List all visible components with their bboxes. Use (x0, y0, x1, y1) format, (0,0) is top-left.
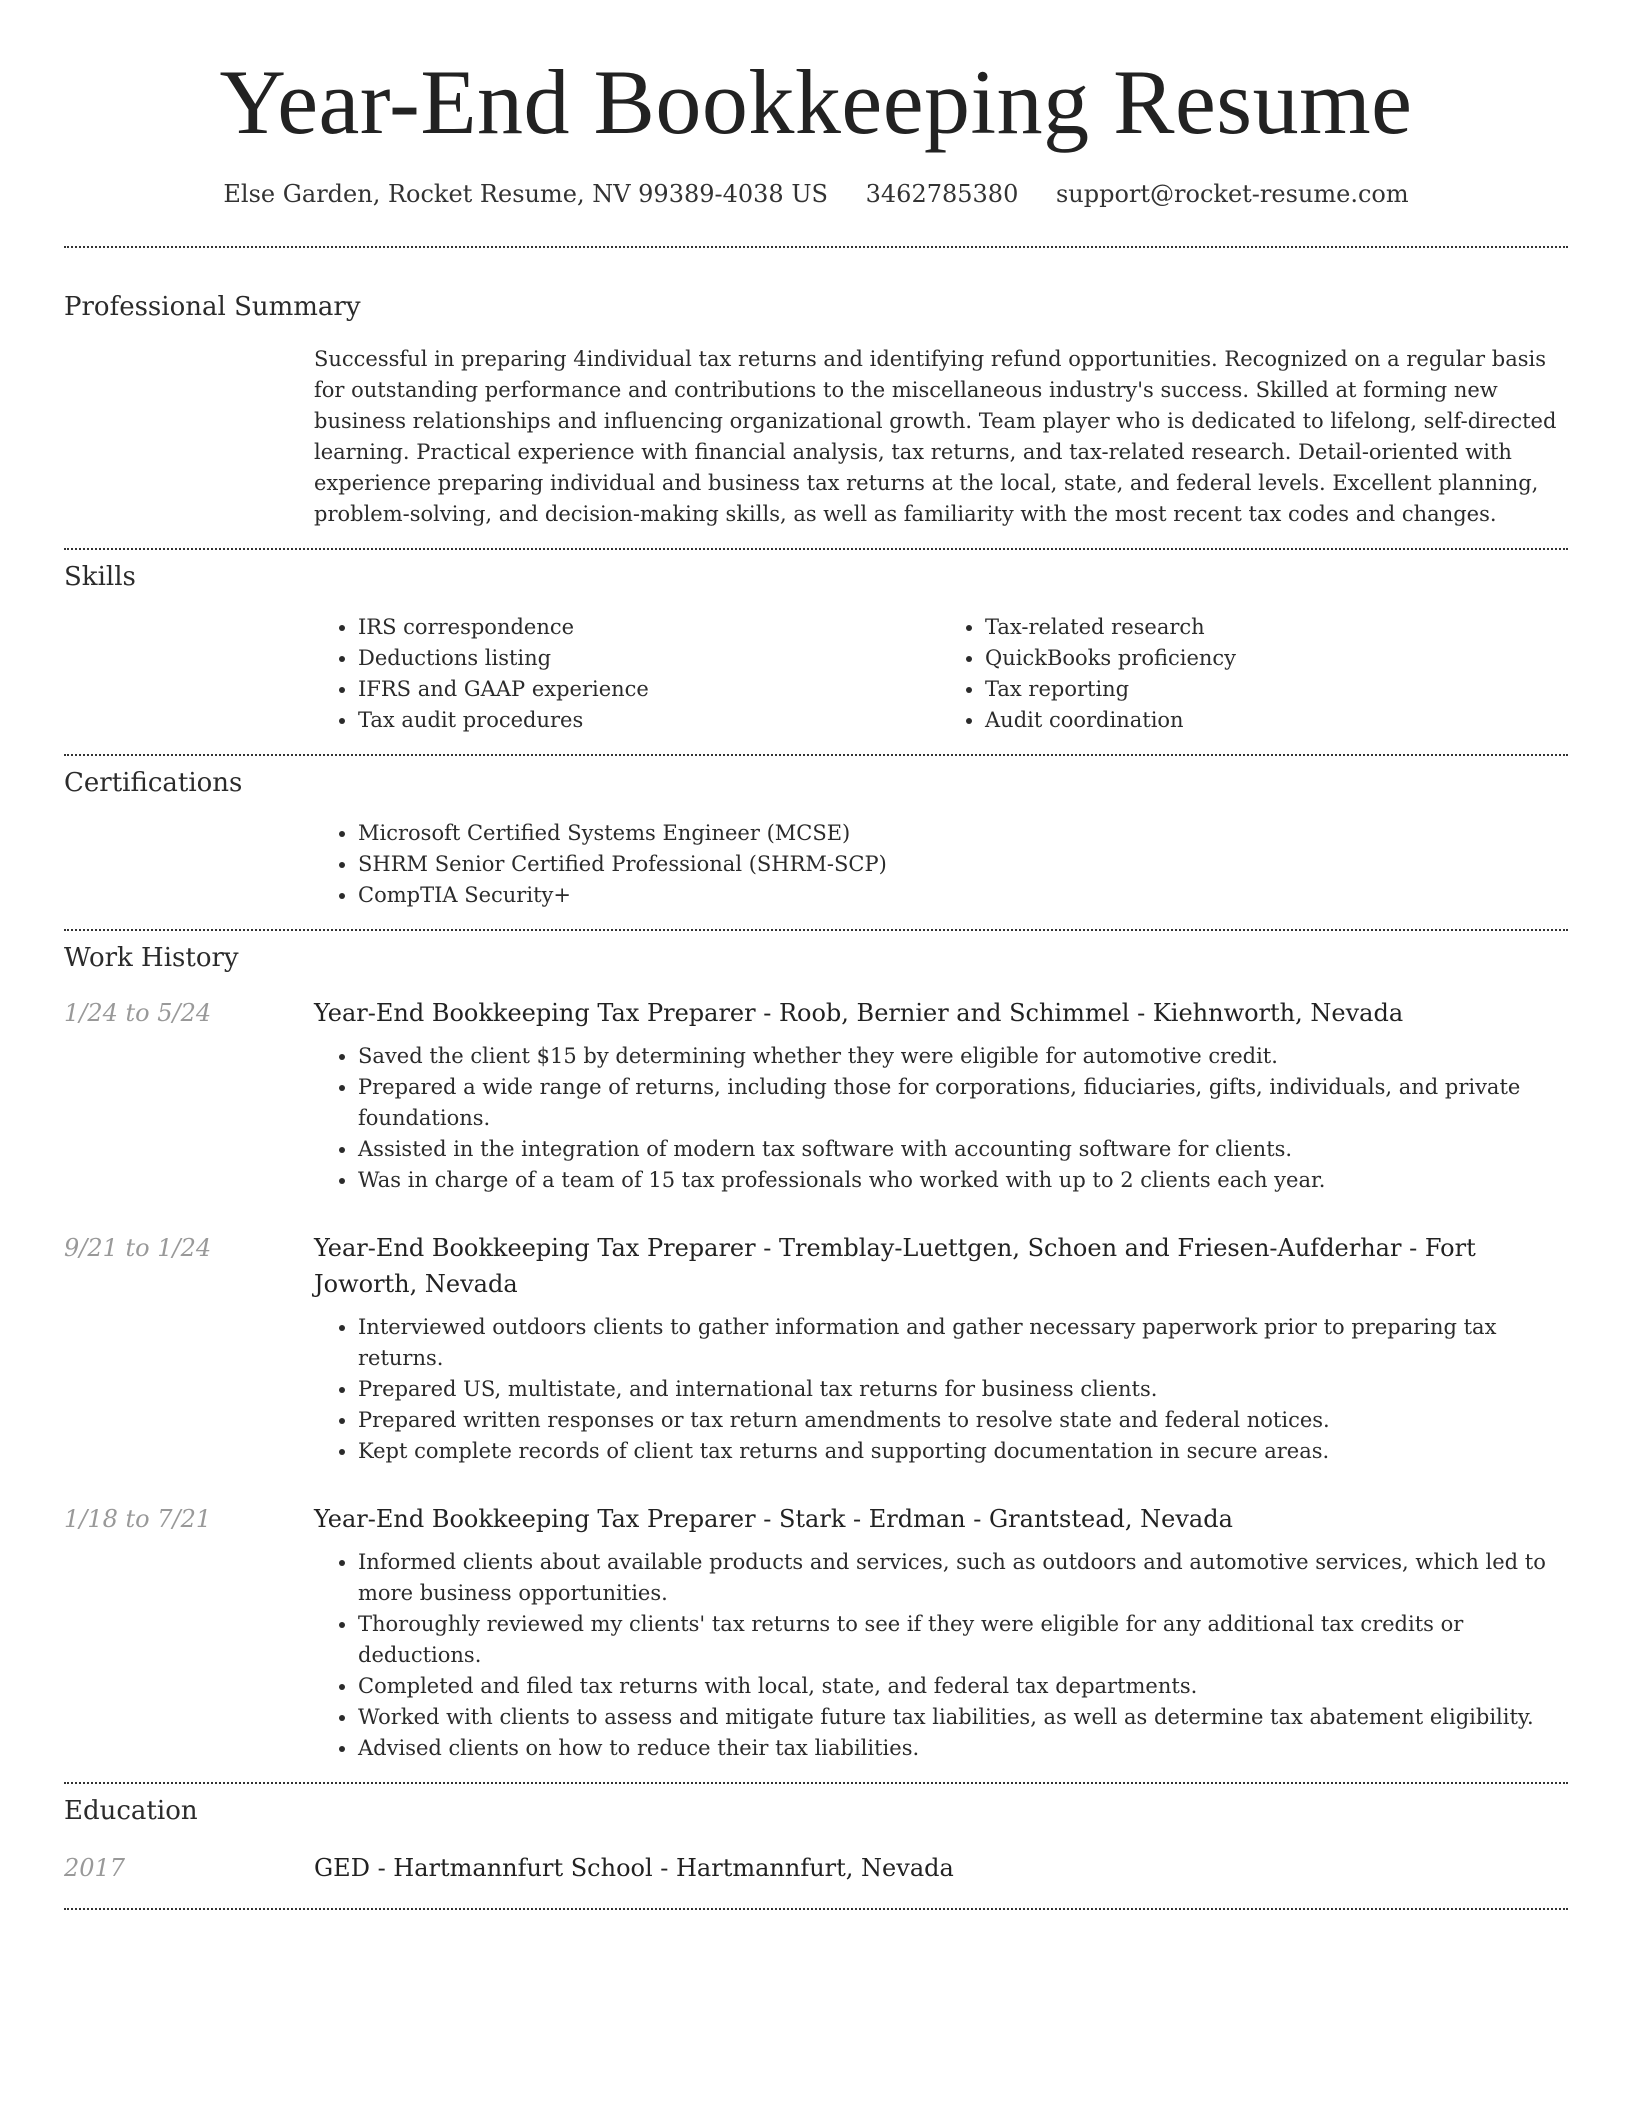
education-year: 2017 (64, 1854, 126, 1882)
education-degree: GED - Hartmannfurt School - Hartmannfurt, Nevada (314, 1854, 954, 1882)
contact-address: Else Garden, Rocket Resume, NV 99389-4038 US (223, 180, 828, 208)
contact-phone: 3462785380 (865, 180, 1019, 208)
resume-header (0, 0, 1632, 210)
section-divider (64, 1908, 1568, 1910)
list-item: • Informed clients about available products and services, such as outdoors and automotive services, which led to more business opportunities. (358, 1547, 1568, 1609)
job-dates: 1/18 to 7/21 (64, 1505, 212, 1533)
list-item: • Completed and filed tax returns with local, state, and federal tax departments. (358, 1671, 1568, 1702)
list-item: • Assisted in the integration of modern tax software with accounting software for clients. (358, 1134, 1568, 1165)
education-section (64, 1784, 1568, 1886)
list-item: • Prepared US, multistate, and international tax returns for business clients. (358, 1374, 1568, 1405)
summary-content (314, 344, 1568, 530)
list-item: • Advised clients on how to reduce their tax liabilities. (358, 1733, 1568, 1764)
certifications-content (314, 818, 1568, 911)
list-item: • SHRM Senior Certified Professional (SHRM-SCP) (358, 849, 1568, 880)
page-title: Year-End Bookkeeping Resume (219, 51, 1413, 153)
list-item: • Prepared written responses or tax return amendments to resolve state and federal notices. (358, 1405, 1568, 1436)
skills-heading: Skills (64, 562, 136, 592)
list-item: • Kept complete records of client tax returns and supporting documentation in secure areas. (358, 1436, 1568, 1467)
list-item: • Saved the client $15 by determining whether they were eligible for automotive credit. (358, 1041, 1568, 1072)
certifications-section (64, 756, 1568, 911)
job-bullets (314, 1312, 1568, 1467)
education-entry (64, 1850, 1568, 1886)
list-item: • Worked with clients to assess and mitigate future tax liabilities, as well as determine tax abatement eligibility. (358, 1702, 1568, 1733)
education-heading: Education (64, 1796, 198, 1826)
summary-section (64, 248, 1568, 530)
contact-line (0, 178, 1632, 210)
list-item: • Deductions listing (358, 643, 941, 674)
list-item: • IRS correspondence (358, 612, 941, 643)
summary-text: Successful in preparing 4individual tax returns and identifying refund opportunities. Recognized on a regular basis for outstanding performance and contributions to the miscellaneous industry's success. Skilled at forming new business relationships and influencing organizational growth. Team player who is dedicated to lifelong, self-directed learning. Practical experience with financial analysis, tax returns, and tax-related research. Detail-oriented with experience preparing individual and business tax returns at the local, state, and federal levels. Excellent planning, problem-solving, and decision-making skills, as well as familiarity with the most recent tax codes and changes. (314, 347, 1557, 526)
work-heading: Work History (64, 943, 239, 973)
work-section (64, 931, 1568, 1764)
job-entry (64, 1501, 1568, 1764)
job-title: Year-End Bookkeeping Tax Preparer - Roob, Bernier and Schimmel - Kiehnworth, Nevada (314, 999, 1404, 1027)
list-item: • Microsoft Certified Systems Engineer (MCSE) (358, 818, 1568, 849)
summary-heading: Professional Summary (64, 292, 361, 322)
skills-list-left (314, 612, 941, 736)
job-entry (64, 1230, 1568, 1467)
skills-grid (314, 612, 1568, 736)
certifications-list (314, 818, 1568, 911)
list-item: • QuickBooks proficiency (985, 643, 1568, 674)
job-dates: 1/24 to 5/24 (64, 999, 212, 1027)
job-title: Year-End Bookkeeping Tax Preparer - Stark - Erdman - Grantstead, Nevada (314, 1505, 1233, 1533)
list-item: • Thoroughly reviewed my clients' tax returns to see if they were eligible for any additional tax credits or deductions. (358, 1609, 1568, 1671)
list-item: • Audit coordination (985, 705, 1568, 736)
skills-list-right (941, 612, 1568, 736)
contact-email: support@rocket-resume.com (1055, 180, 1409, 208)
list-item: • IFRS and GAAP experience (358, 674, 941, 705)
list-item: • Interviewed outdoors clients to gather information and gather necessary paperwork prior to preparing tax returns. (358, 1312, 1568, 1374)
job-bullets (314, 1547, 1568, 1764)
skills-section (64, 550, 1568, 736)
list-item: • Was in charge of a team of 15 tax professionals who worked with up to 2 clients each year. (358, 1165, 1568, 1196)
job-title: Year-End Bookkeeping Tax Preparer - Tremblay-Luettgen, Schoen and Friesen-Aufderhar - Fort Joworth, Nevada (314, 1234, 1476, 1298)
job-entry (64, 995, 1568, 1196)
list-item: • Tax reporting (985, 674, 1568, 705)
job-bullets (314, 1041, 1568, 1196)
list-item: • Prepared a wide range of returns, including those for corporations, fiduciaries, gifts, individuals, and private foundations. (358, 1072, 1568, 1134)
list-item: • Tax-related research (985, 612, 1568, 643)
job-dates: 9/21 to 1/24 (64, 1234, 212, 1262)
list-item: • Tax audit procedures (358, 705, 941, 736)
certifications-heading: Certifications (64, 768, 243, 798)
list-item: • CompTIA Security+ (358, 880, 1568, 911)
